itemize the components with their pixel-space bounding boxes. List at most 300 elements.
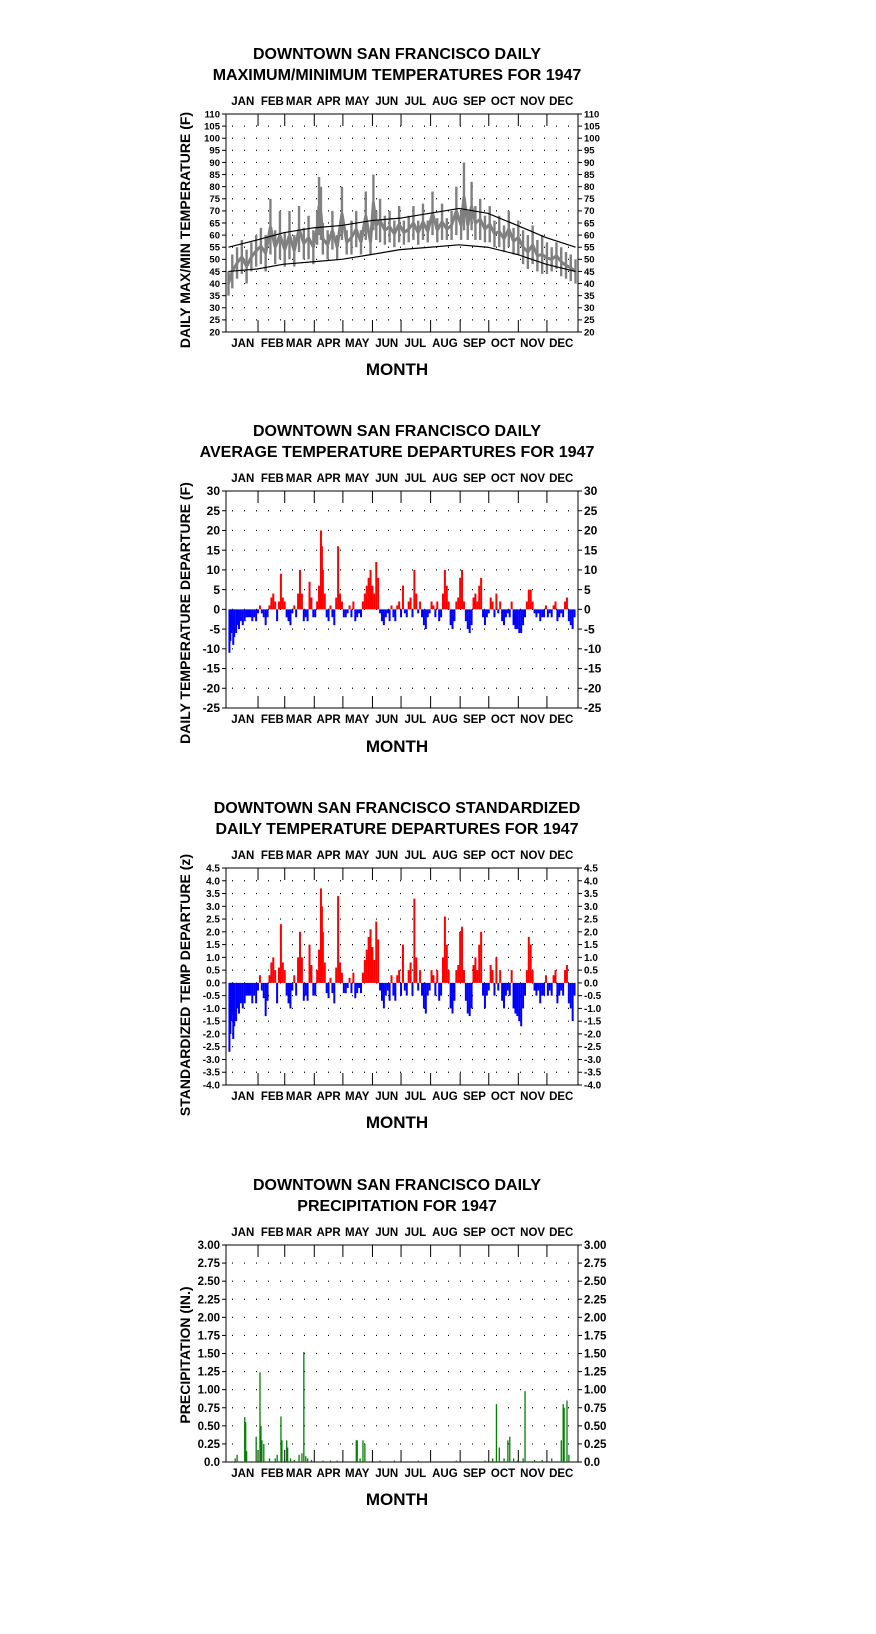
positive-departure-bar xyxy=(408,601,410,609)
positive-departure-bar xyxy=(402,945,404,983)
positive-departure-bar xyxy=(526,601,528,609)
max-min-fill xyxy=(321,213,323,238)
y-tick-label-right: 0.0 xyxy=(584,1457,600,1470)
precipitation-bar xyxy=(542,1460,543,1462)
negative-departure-bar xyxy=(493,983,495,996)
chart-title-line: DOWNTOWN SAN FRANCISCO DAILY xyxy=(253,1177,541,1194)
y-tick-label-right: 50 xyxy=(584,254,595,266)
negative-departure-bar xyxy=(450,983,452,1009)
precipitation-bar xyxy=(301,1453,302,1462)
month-label-top: NOV xyxy=(520,850,546,862)
positive-departure-bar xyxy=(555,970,557,983)
negative-departure-bar xyxy=(385,609,387,617)
y-tick-label-right: 75 xyxy=(584,194,595,206)
positive-departure-bar xyxy=(352,973,354,983)
negative-departure-bar xyxy=(543,609,545,617)
month-label-bottom: NOV xyxy=(520,338,546,350)
y-tick-label-left: 80 xyxy=(209,181,220,193)
negative-departure-bar xyxy=(312,983,314,996)
negative-departure-bar xyxy=(520,983,522,1026)
negative-departure-bar xyxy=(312,609,314,617)
negative-departure-bar xyxy=(488,983,490,991)
negative-departure-bar xyxy=(514,609,516,629)
y-tick-label-right: 105 xyxy=(584,121,600,133)
positive-departure-bar xyxy=(476,601,478,609)
month-label-top: AUG xyxy=(432,850,458,862)
negative-departure-bar xyxy=(261,609,263,613)
negative-departure-bar xyxy=(572,983,574,1021)
month-label-top: MAY xyxy=(344,1227,370,1239)
month-label-bottom: NOV xyxy=(520,1468,546,1480)
precipitation-bar xyxy=(337,1461,338,1462)
positive-departure-bar xyxy=(545,975,547,983)
negative-departure-bar xyxy=(423,609,425,625)
y-axis-label: DAILY MAX/MIN TEMPERATURE (F) xyxy=(177,111,193,349)
positive-departure-bar xyxy=(396,975,398,983)
y-axis-label: DAILY TEMPERATURE DEPARTURE (F) xyxy=(177,482,193,744)
y-tick-label-left: 40 xyxy=(209,278,220,290)
month-label-top: JUN xyxy=(375,850,399,862)
y-tick-label-right: -2.0 xyxy=(584,1029,602,1041)
negative-departure-bar xyxy=(434,983,436,996)
month-label-top: JUL xyxy=(404,96,427,108)
month-label-top: FEB xyxy=(260,96,284,108)
y-tick-label-left: 2.75 xyxy=(197,1258,220,1271)
positive-departure-bar xyxy=(495,957,497,983)
y-tick-label-right: 60 xyxy=(584,230,595,242)
positive-departure-bar xyxy=(463,970,465,983)
negative-departure-bar xyxy=(345,609,347,617)
negative-departure-bar xyxy=(562,609,564,617)
y-tick-label-left: 75 xyxy=(209,194,220,206)
month-label-bottom: JUL xyxy=(404,338,427,350)
negative-departure-bar xyxy=(343,609,345,617)
y-tick-label-left: -5 xyxy=(209,622,220,637)
precipitation-bar xyxy=(551,1458,552,1462)
data-marks xyxy=(228,162,575,295)
negative-departure-bar xyxy=(518,983,520,1021)
negative-departure-bar xyxy=(251,609,253,621)
negative-departure-bar xyxy=(560,983,562,991)
positive-departure-bar xyxy=(278,968,280,983)
negative-departure-bar xyxy=(524,609,526,617)
y-tick-label-right: 45 xyxy=(584,266,595,278)
precipitation-bar xyxy=(298,1455,299,1462)
negative-departure-bar xyxy=(314,609,316,617)
positive-departure-bar xyxy=(299,932,301,983)
y-tick-label-left: 3.5 xyxy=(206,889,220,901)
negative-departure-bar xyxy=(305,609,307,617)
month-label-bottom: DEC xyxy=(549,714,574,726)
month-label-top: DEC xyxy=(549,96,574,108)
precipitation-bar xyxy=(277,1455,278,1462)
positive-departure-bar xyxy=(566,965,568,983)
negative-departure-bar xyxy=(452,983,454,1014)
positive-departure-bar xyxy=(459,578,461,610)
y-tick-label-right: -1.5 xyxy=(584,1016,602,1028)
month-label-top: MAY xyxy=(344,96,370,108)
positive-departure-bar xyxy=(335,598,337,610)
chart-1 xyxy=(177,46,601,379)
positive-departure-bar xyxy=(461,927,463,983)
month-label-bottom: AUG xyxy=(432,714,458,726)
negative-departure-bar xyxy=(331,609,333,617)
y-tick-label-right: -4.0 xyxy=(584,1080,602,1092)
negative-departure-bar xyxy=(453,983,455,1001)
y-tick-label-left: -3.0 xyxy=(202,1054,220,1066)
negative-departure-bar xyxy=(425,983,427,1014)
negative-departure-bar xyxy=(255,609,257,621)
positive-departure-bar xyxy=(413,570,415,609)
negative-departure-bar xyxy=(427,983,429,996)
positive-departure-bar xyxy=(366,586,368,610)
precipitation-bar xyxy=(287,1448,288,1462)
negative-departure-bar xyxy=(465,983,467,1001)
negative-departure-bar xyxy=(240,983,242,1003)
precipitation-bar xyxy=(330,1461,331,1462)
positive-departure-bar xyxy=(339,594,341,610)
month-label-top: MAR xyxy=(285,473,313,485)
month-label-bottom: MAY xyxy=(344,714,370,726)
month-label-top: MAR xyxy=(285,96,313,108)
negative-departure-bar xyxy=(438,983,440,1001)
negative-departure-bar xyxy=(543,983,545,996)
positive-departure-bar xyxy=(408,970,410,983)
negative-departure-bar xyxy=(276,609,278,621)
negative-departure-bar xyxy=(423,983,425,1009)
month-label-bottom: APR xyxy=(316,338,341,350)
negative-departure-bar xyxy=(242,609,244,625)
positive-departure-bar xyxy=(448,601,450,609)
positive-departure-bar xyxy=(284,970,286,983)
negative-departure-bar xyxy=(541,609,543,617)
negative-departure-bar xyxy=(482,983,484,996)
month-label-bottom: JUN xyxy=(375,338,399,350)
negative-departure-bar xyxy=(513,609,515,625)
positive-departure-bar xyxy=(478,586,480,610)
month-label-bottom: APR xyxy=(316,1091,341,1103)
chart-3 xyxy=(177,800,602,1132)
chart-title-line: PRECIPITATION FOR 1947 xyxy=(297,1198,497,1215)
month-label-bottom: FEB xyxy=(260,1091,284,1103)
positive-departure-bar xyxy=(448,970,450,983)
negative-departure-bar xyxy=(379,983,381,991)
y-tick-label-right: 20 xyxy=(584,523,598,538)
negative-departure-bar xyxy=(574,609,576,617)
negative-departure-bar xyxy=(253,609,255,617)
y-tick-label-left: -15 xyxy=(202,661,220,676)
y-tick-label-left: 5 xyxy=(213,582,220,597)
month-label-bottom: MAR xyxy=(285,338,313,350)
precipitation-bar xyxy=(534,1460,535,1462)
negative-departure-bar xyxy=(551,983,553,996)
positive-departure-bar xyxy=(362,973,364,983)
x-axis-label: MONTH xyxy=(365,1113,429,1132)
negative-departure-bar xyxy=(497,983,499,991)
negative-departure-bar xyxy=(520,609,522,633)
positive-departure-bar xyxy=(463,601,465,609)
y-tick-label-right: 1.0 xyxy=(584,952,598,964)
negative-departure-bar xyxy=(356,983,358,993)
precipitation-bar xyxy=(499,1448,500,1462)
y-tick-label-left: 2.50 xyxy=(197,1276,220,1289)
month-label-bottom: NOV xyxy=(520,1091,546,1103)
negative-departure-bar xyxy=(249,609,251,617)
positive-departure-bar xyxy=(270,598,272,610)
precipitation-bar xyxy=(359,1458,360,1462)
y-tick-label-left: -4.0 xyxy=(202,1080,220,1092)
precipitation-bar xyxy=(294,1460,295,1462)
positive-departure-bar xyxy=(442,594,444,610)
y-tick-label-right: 1.25 xyxy=(584,1366,607,1379)
month-label-top: OCT xyxy=(490,850,516,862)
positive-departure-bar xyxy=(268,975,270,983)
negative-departure-bar xyxy=(350,609,352,617)
positive-departure-bar xyxy=(324,962,326,982)
data-marks xyxy=(235,1352,570,1462)
month-label-top: MAY xyxy=(344,473,370,485)
negative-departure-bar xyxy=(471,609,473,625)
positive-departure-bar xyxy=(391,605,393,609)
negative-departure-bar xyxy=(333,609,335,625)
negative-departure-bar xyxy=(328,983,330,998)
y-tick-label-left: 15 xyxy=(206,543,220,558)
negative-departure-bar xyxy=(547,983,549,996)
month-label-top: JAN xyxy=(231,96,255,108)
positive-departure-bar xyxy=(337,546,339,609)
negative-departure-bar xyxy=(347,609,349,613)
y-tick-label-right: -3.0 xyxy=(584,1054,602,1066)
positive-departure-bar xyxy=(368,937,370,983)
negative-departure-bar xyxy=(539,609,541,621)
positive-departure-bar xyxy=(419,970,421,983)
precipitation-bar xyxy=(394,1461,395,1462)
positive-departure-bar xyxy=(455,601,457,609)
month-label-top: SEP xyxy=(462,850,486,862)
y-tick-label-left: 2.0 xyxy=(206,927,220,939)
y-tick-label-right: 55 xyxy=(584,242,595,254)
negative-departure-bar xyxy=(295,609,297,617)
precipitation-bar xyxy=(524,1391,525,1462)
precipitation-bar xyxy=(290,1458,291,1462)
month-label-bottom: SEP xyxy=(462,714,486,726)
negative-departure-bar xyxy=(246,609,248,617)
negative-departure-bar xyxy=(236,609,238,625)
y-tick-label-right: -3.5 xyxy=(584,1067,602,1079)
negative-departure-bar xyxy=(440,609,442,617)
y-tick-label-right: -5 xyxy=(584,622,595,637)
negative-departure-bar xyxy=(501,609,503,621)
precipitation-bar xyxy=(522,1458,523,1462)
negative-departure-bar xyxy=(549,609,551,613)
y-tick-label-right: 2.25 xyxy=(584,1294,607,1307)
y-tick-label-left: 3.00 xyxy=(197,1240,220,1253)
negative-departure-bar xyxy=(486,609,488,617)
y-tick-label-left: 90 xyxy=(209,157,220,169)
positive-departure-bar xyxy=(335,968,337,983)
positive-departure-bar xyxy=(461,570,463,609)
y-tick-label-right: 1.00 xyxy=(584,1384,607,1397)
y-tick-label-left: 35 xyxy=(209,290,220,302)
positive-departure-bar xyxy=(499,970,501,983)
positive-departure-bar xyxy=(371,586,373,610)
month-label-top: JUL xyxy=(404,1227,427,1239)
y-tick-label-left: 0.50 xyxy=(197,1420,220,1433)
negative-departure-bar xyxy=(251,983,253,1003)
negative-departure-bar xyxy=(497,609,499,613)
positive-departure-bar xyxy=(373,960,375,983)
negative-departure-bar xyxy=(486,983,488,996)
y-tick-label-right: 90 xyxy=(584,157,595,169)
y-tick-label-left: 0 xyxy=(213,602,220,617)
negative-departure-bar xyxy=(417,609,419,613)
negative-departure-bar xyxy=(503,609,505,625)
y-tick-label-right: 2.00 xyxy=(584,1312,607,1325)
negative-departure-bar xyxy=(358,983,360,988)
positive-departure-bar xyxy=(473,598,475,610)
negative-departure-bar xyxy=(331,983,333,993)
negative-departure-bar xyxy=(421,983,423,996)
negative-departure-bar xyxy=(537,609,539,613)
negative-departure-bar xyxy=(556,609,558,621)
x-axis-label: MONTH xyxy=(365,360,429,379)
negative-departure-bar xyxy=(303,609,305,621)
negative-departure-bar xyxy=(484,983,486,1009)
positive-departure-bar xyxy=(528,937,530,983)
month-label-top: JUL xyxy=(404,850,427,862)
y-tick-label-left: -2.0 xyxy=(202,1029,220,1041)
y-tick-label-right: -10 xyxy=(584,642,602,657)
positive-departure-bar xyxy=(272,957,274,983)
negative-departure-bar xyxy=(534,609,536,613)
month-label-top: MAR xyxy=(285,1227,313,1239)
month-label-bottom: FEB xyxy=(260,714,284,726)
positive-departure-bar xyxy=(329,605,331,609)
y-tick-label-right: 1.50 xyxy=(584,1348,607,1361)
precipitation-bar xyxy=(275,1458,276,1462)
positive-departure-bar xyxy=(310,965,312,983)
precipitation-bar xyxy=(281,1440,282,1462)
y-tick-label-right: 110 xyxy=(584,109,600,121)
month-label-bottom: OCT xyxy=(490,1468,516,1480)
month-label-bottom: JAN xyxy=(231,338,255,350)
y-tick-label-left: 60 xyxy=(209,230,220,242)
precipitation-bar xyxy=(235,1458,236,1462)
positive-departure-bar xyxy=(375,922,377,983)
positive-departure-bar xyxy=(270,962,272,982)
positive-departure-bar xyxy=(480,578,482,610)
positive-departure-bar xyxy=(444,917,446,983)
negative-departure-bar xyxy=(503,983,505,1009)
positive-departure-bar xyxy=(444,570,446,609)
positive-departure-bar xyxy=(490,598,492,610)
negative-departure-bar xyxy=(484,609,486,625)
positive-departure-bar xyxy=(402,586,404,610)
positive-departure-bar xyxy=(284,601,286,609)
y-tick-label-right: 10 xyxy=(584,563,598,578)
precipitation-bar xyxy=(513,1458,514,1462)
positive-departure-bar xyxy=(375,562,377,609)
negative-departure-bar xyxy=(549,983,551,991)
positive-departure-bar xyxy=(398,601,400,609)
negative-departure-bar xyxy=(535,609,537,617)
negative-departure-bar xyxy=(570,609,572,625)
y-tick-label-left: -1.0 xyxy=(202,1003,220,1015)
negative-departure-bar xyxy=(286,983,288,996)
y-tick-label-right: 20 xyxy=(584,327,595,339)
y-tick-label-right: 85 xyxy=(584,169,595,181)
positive-departure-bar xyxy=(415,957,417,983)
chart-title-line: MAXIMUM/MINIMUM TEMPERATURES FOR 1947 xyxy=(212,67,582,84)
y-tick-label-left: 25 xyxy=(209,315,220,327)
positive-departure-bar xyxy=(553,605,555,609)
y-tick-label-right: -15 xyxy=(584,661,602,676)
negative-departure-bar xyxy=(326,609,328,617)
positive-departure-bar xyxy=(532,601,534,609)
month-label-bottom: AUG xyxy=(432,338,458,350)
chart-4 xyxy=(177,1177,607,1509)
month-label-bottom: FEB xyxy=(260,1468,284,1480)
y-tick-label-left: 2.25 xyxy=(197,1294,220,1307)
y-tick-label-right: 1.5 xyxy=(584,940,598,952)
positive-departure-bar xyxy=(268,605,270,609)
negative-departure-bar xyxy=(558,983,560,996)
y-axis-label: PRECIPITATION (IN.) xyxy=(177,1286,193,1424)
positive-departure-bar xyxy=(442,957,444,983)
positive-departure-bar xyxy=(324,594,326,610)
positive-departure-bar xyxy=(278,601,280,609)
y-tick-label-right: 30 xyxy=(584,484,598,499)
month-label-bottom: OCT xyxy=(490,714,516,726)
positive-departure-bar xyxy=(564,601,566,609)
positive-departure-bar xyxy=(310,598,312,610)
negative-departure-bar xyxy=(347,983,349,988)
month-label-top: APR xyxy=(316,1227,341,1239)
y-tick-label-right: 0.0 xyxy=(584,978,598,990)
negative-departure-bar xyxy=(539,983,541,1003)
y-tick-label-left: 1.0 xyxy=(206,952,220,964)
positive-departure-bar xyxy=(446,945,448,983)
y-tick-label-left: 0.75 xyxy=(197,1402,220,1415)
positive-departure-bar xyxy=(274,970,276,983)
negative-departure-bar xyxy=(522,983,524,1009)
y-tick-label-right: -25 xyxy=(584,701,602,716)
positive-departure-bar xyxy=(431,601,433,609)
precipitation-bar xyxy=(307,1458,308,1462)
month-label-bottom: DEC xyxy=(549,338,574,350)
positive-departure-bar xyxy=(480,932,482,983)
negative-departure-bar xyxy=(427,609,429,617)
positive-departure-bar xyxy=(352,601,354,609)
y-tick-label-left: -2.5 xyxy=(202,1042,220,1054)
chart-title-line: DOWNTOWN SAN FRANCISCO DAILY xyxy=(253,46,541,63)
y-tick-label-left: -25 xyxy=(202,701,220,716)
negative-departure-bar xyxy=(392,609,394,617)
positive-departure-bar xyxy=(396,605,398,609)
negative-departure-bar xyxy=(385,983,387,996)
negative-departure-bar xyxy=(406,609,408,617)
positive-departure-bar xyxy=(492,970,494,983)
y-tick-label-left: 1.25 xyxy=(197,1366,220,1379)
y-tick-label-left: 2.00 xyxy=(197,1312,220,1325)
y-tick-label-right: 95 xyxy=(584,145,595,157)
y-tick-label-left: 4.5 xyxy=(206,863,220,875)
y-tick-label-left: 1.50 xyxy=(197,1348,220,1361)
y-tick-label-right: -2.5 xyxy=(584,1042,602,1054)
y-tick-label-right: 2.5 xyxy=(584,914,598,926)
y-tick-label-right: 35 xyxy=(584,290,595,302)
month-label-bottom: OCT xyxy=(490,1091,516,1103)
